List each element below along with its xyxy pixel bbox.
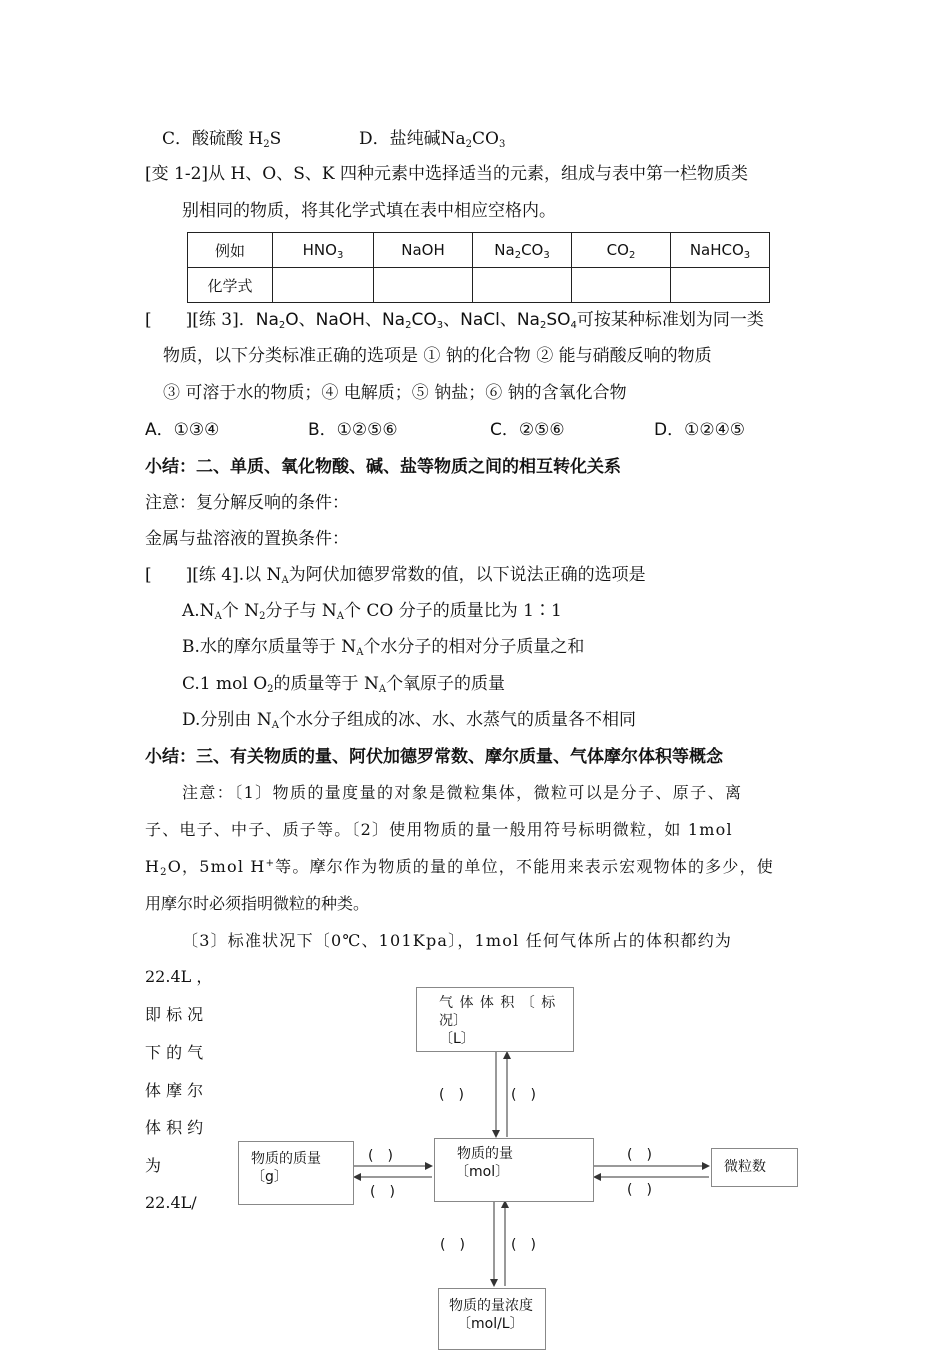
exercise-4-option-a[interactable]: $A.N_A$个 $N_2$分子与 $N_A$个 CO 分子的质量比为 1∶1 xyxy=(182,601,562,622)
exercise-4-option-b[interactable]: B.水的摩尔质量等于 $N_A$个水分子的相对分子质量之和 xyxy=(182,637,585,658)
option-d: D．盐纯碱$Na_2CO_3$ xyxy=(359,129,506,150)
side-text-6: 为 xyxy=(145,1156,162,1175)
exercise-3-option-b[interactable]: B．①②⑤⑥ xyxy=(308,420,398,440)
blank-mass-top[interactable]: ( ) xyxy=(368,1148,393,1164)
exercise-3-option-d[interactable]: D．①②④⑤ xyxy=(654,420,746,440)
gas-volume-box xyxy=(416,987,574,1052)
mass-box xyxy=(238,1141,354,1205)
side-text-4: 体 摩 尔 xyxy=(145,1081,204,1100)
table-cell: $Na_2CO_3$ xyxy=(473,233,572,268)
gas-volume-label-2: 况〕 xyxy=(439,1013,467,1029)
exercise-3-option-a[interactable]: A．①③④ xyxy=(145,420,220,440)
particle-count-box xyxy=(711,1148,798,1187)
table-cell: NaHCO$_3$ xyxy=(671,233,770,268)
exercise-4-option-d[interactable]: D.分别由 $N_A$个水分子组成的冰、水、水蒸气的质量各不相同 xyxy=(182,710,636,731)
blank-concentration-left[interactable]: ( ) xyxy=(440,1237,465,1253)
blank-concentration-right[interactable]: ( ) xyxy=(511,1237,536,1253)
exercise-3-line3: ③ 可溶于水的物质；④ 电解质；⑤ 钠盐；⑥ 钠的含氧化合物 xyxy=(163,383,627,403)
variant-1-2-line1: [变 1-2]从 H、O、S、K 四种元素中选择适当的元素，组成与表中第一栏物质类 xyxy=(145,164,748,184)
side-text-5: 体 积 约 xyxy=(145,1118,204,1137)
exercise-3-line1: [ ][练 3]．$Na_2O$、NaOH、$Na_2CO_3$、NaCl、$Na_2SO_4$可按某种标准划为同一类 xyxy=(145,310,764,331)
mass-label-2: 〔g〕 xyxy=(251,1169,288,1185)
side-text-3: 下 的 气 xyxy=(145,1043,204,1062)
notes-line4: 用摩尔时必须指明微粒的种类。 xyxy=(145,894,370,913)
exercise-4-stem: [ ][练 4].以 $N_A$为阿伏加德罗常数的值，以下说法正确的选项是 xyxy=(145,565,646,586)
table-cell-label: 例如 xyxy=(188,233,273,268)
particle-count-label: 微粒数 xyxy=(724,1159,766,1175)
table-cell: NaOH xyxy=(374,233,473,268)
gas-volume-label-1: 气 体 体 积 〔 标 xyxy=(439,995,557,1011)
exercise-3-option-c[interactable]: C．②⑤⑥ xyxy=(490,420,565,440)
amount-of-substance-box xyxy=(434,1138,594,1202)
amount-label-2: 〔mol〕 xyxy=(455,1164,510,1180)
option-c: C．酸硫酸 $H_2S$ xyxy=(162,129,282,150)
blank-volume-right[interactable]: ( ) xyxy=(511,1087,536,1103)
summary-3-heading: 小结：三、有关物质的量、阿伏加德罗常数、摩尔质量、气体摩尔体积等概念 xyxy=(145,747,723,767)
blank-particles-bottom[interactable]: ( ) xyxy=(627,1182,652,1198)
notes-line2: 子、电子、中子、质子等。〔2〕使用物质的量一般用符号标明微粒，如 1mol xyxy=(145,820,733,839)
exercise-4-option-c[interactable]: C.1 mol $O_2$的质量等于 $N_A$个氧原子的质量 xyxy=(182,674,506,695)
concentration-label-1: 物质的量浓度 xyxy=(449,1298,533,1314)
note-metal-displacement: 金属与盐溶液的置换条件： xyxy=(145,529,349,549)
side-text-2: 即 标 况 xyxy=(145,1005,204,1024)
table-cell-label: 化学式 xyxy=(188,268,273,303)
side-text-7: 22.4L/ xyxy=(145,1193,197,1212)
molar-concentration-box xyxy=(438,1288,546,1350)
gas-volume-label-3: 〔L〕 xyxy=(439,1031,475,1047)
notes-line5: 〔3〕标准状况下〔0℃、101Kpa〕，1mol 任何气体所占的体积都约为 xyxy=(182,931,733,950)
table-cell: $HNO_3$ xyxy=(273,233,374,268)
table-cell: $CO_2$ xyxy=(572,233,671,268)
blank-mass-bottom[interactable]: ( ) xyxy=(370,1184,395,1200)
side-text-1: 22.4L ， xyxy=(145,967,213,986)
variant-1-2-line2: 别相同的物质，将其化学式填在表中相应空格内。 xyxy=(182,201,556,221)
concentration-label-2: 〔mol/L〕 xyxy=(457,1316,524,1332)
note-double-displacement: 注意：复分解反响的条件： xyxy=(145,493,349,513)
amount-label-1: 物质的量 xyxy=(457,1146,513,1162)
notes-line1: 注意：〔1〕物质的量度量的对象是微粒集体，微粒可以是分子、原子、离 xyxy=(182,783,743,802)
notes-line3: $H_2O$，5mol H+等。摩尔作为物质的量的单位，不能用来表示宏观物体的多少，使 xyxy=(145,857,774,878)
summary-2-heading: 小结：二、单质、氧化物酸、碱、盐等物质之间的相互转化关系 xyxy=(145,457,621,477)
mass-label-1: 物质的质量 xyxy=(251,1151,321,1167)
blank-volume-left[interactable]: ( ) xyxy=(439,1087,464,1103)
blank-particles-top[interactable]: ( ) xyxy=(627,1147,652,1163)
exercise-3-line2: 物质，以下分类标准正确的选项是 ① 钠的化合物 ② 能与硝酸反响的物质 xyxy=(163,346,712,366)
